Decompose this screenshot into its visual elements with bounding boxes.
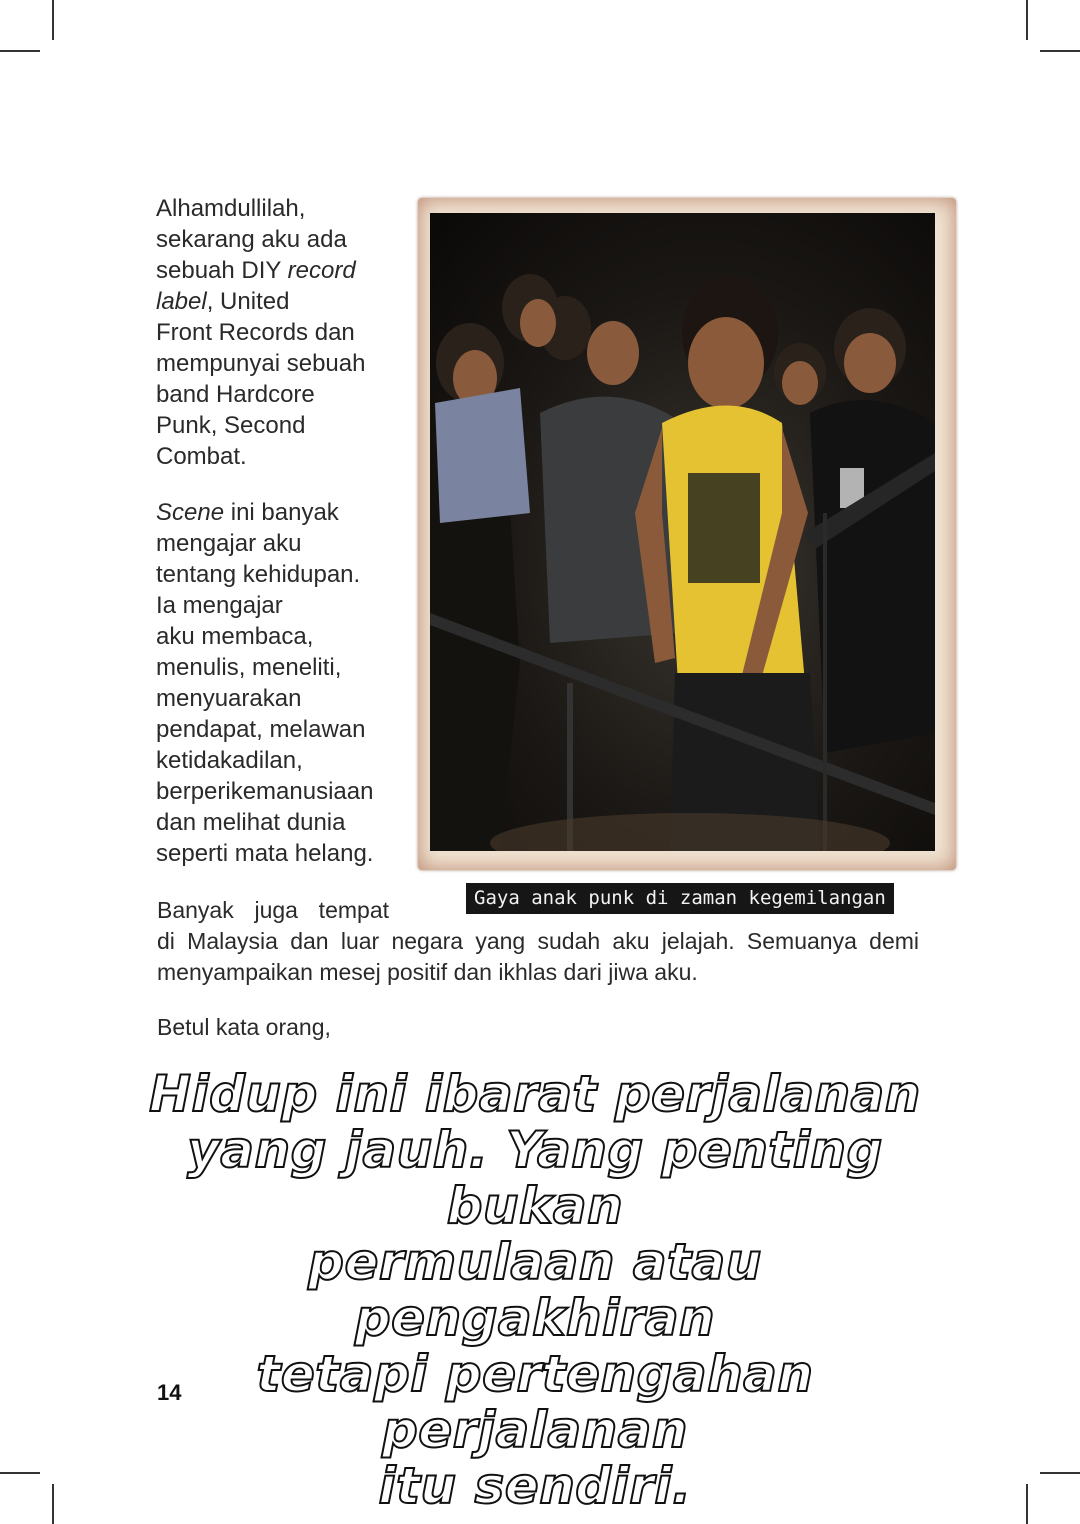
text-line: menulis, meneliti,	[156, 654, 342, 681]
concert-photo-illustration	[430, 213, 935, 851]
text-line: Front Records dan	[156, 319, 355, 346]
text-line: sekarang aku ada	[156, 226, 347, 253]
crop-mark	[1040, 50, 1080, 52]
text-line: Alhamdullilah,	[156, 195, 306, 222]
text-line: tentang kehidupan.	[156, 561, 361, 588]
text-line: ketidakadilan,	[156, 747, 303, 774]
crop-mark	[52, 0, 54, 40]
body-line: di Malaysia dan luar negara yang sudah aku jelajah. Semuanya demi	[157, 928, 919, 954]
pull-quote	[130, 1066, 940, 1514]
text-line: label, United	[156, 288, 290, 315]
text-line: mengajar aku	[156, 530, 302, 557]
text-line: menyuarakan	[156, 685, 302, 712]
crop-mark	[1026, 0, 1028, 40]
text-line: Combat.	[156, 443, 247, 470]
text-line: dan melihat dunia	[156, 809, 346, 836]
crop-mark	[0, 50, 40, 52]
page-number: 14	[157, 1380, 182, 1405]
text-line: Ia mengajar	[156, 592, 283, 619]
quote-line: yang jauh. Yang penting bukan	[187, 1121, 883, 1235]
concert-photo	[430, 213, 935, 851]
left-column-text	[156, 193, 396, 869]
body-line: Betul kata orang,	[157, 1014, 331, 1040]
text-line: berperikemanusiaan	[156, 778, 374, 805]
crop-mark	[0, 1472, 40, 1474]
crop-mark	[1040, 1472, 1080, 1474]
crop-mark	[1026, 1484, 1028, 1524]
text-line: mempunyai sebuah	[156, 350, 366, 377]
text-line: seperti mata helang.	[156, 840, 374, 867]
quote-line: Hidup ini ibarat perjalanan	[149, 1065, 921, 1123]
text-line: Scene ini banyak	[156, 499, 339, 526]
text-line: band Hardcore	[156, 381, 315, 408]
text-line: pendapat, melawan	[156, 716, 366, 743]
body-line: Banyak juga tempat	[157, 897, 389, 923]
crop-mark	[52, 1484, 54, 1524]
quote-line: tetapi pertengahan perjalanan	[256, 1345, 814, 1459]
body-line: menyampaikan mesej positif dan ikhlas dari jiwa aku.	[157, 959, 698, 985]
photo-caption: Gaya anak punk di zaman kegemilangan	[466, 883, 894, 914]
quote-line: permulaan atau pengakhiran	[308, 1233, 762, 1347]
text-line: sebuah DIY record	[156, 257, 356, 284]
text-line: aku membaca,	[156, 623, 314, 650]
quote-line: itu sendiri.	[378, 1457, 692, 1515]
text-line: Punk, Second	[156, 412, 306, 439]
